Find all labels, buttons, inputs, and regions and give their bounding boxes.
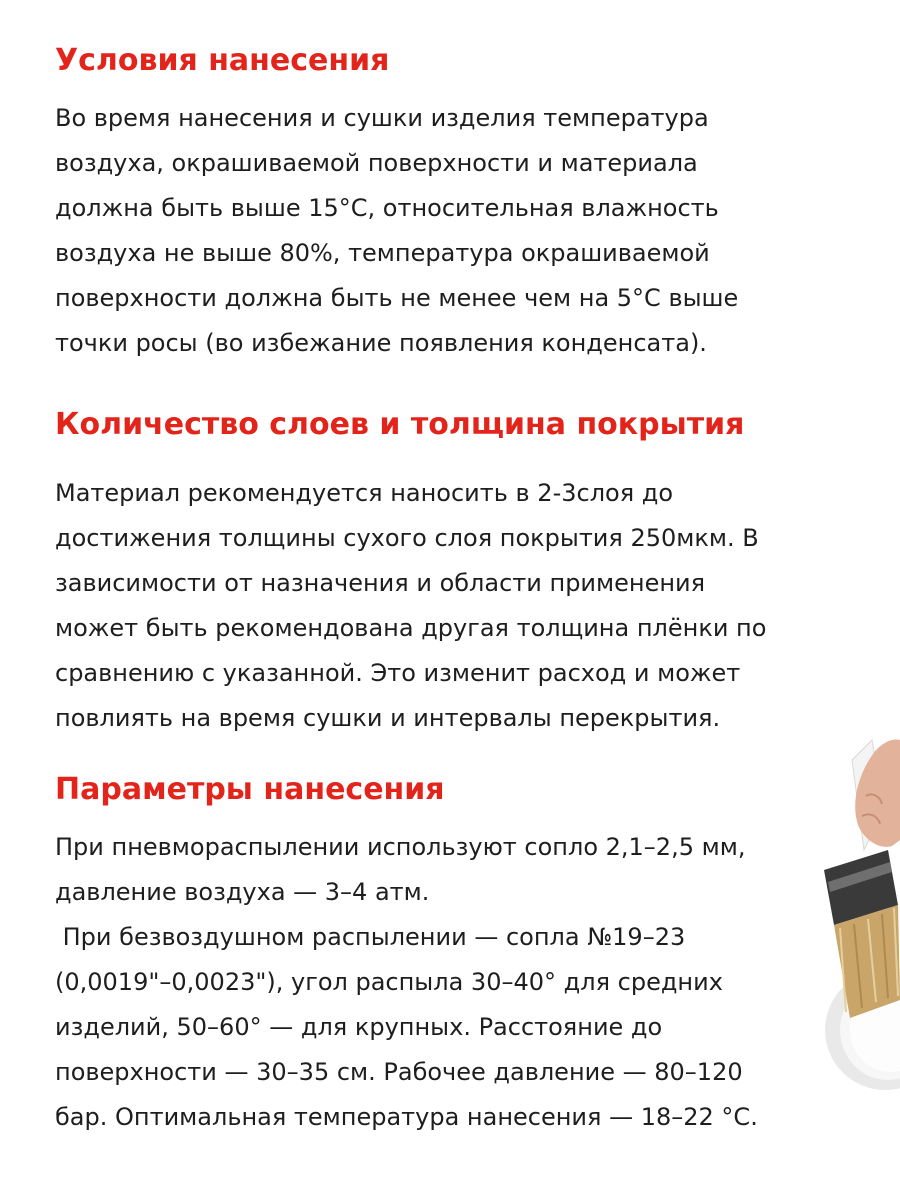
text-line: воздуха не выше 80%, температура окрашиваемой [55, 239, 710, 267]
text-line: точки росы (во избежание появления конденсата). [55, 329, 707, 357]
text-line: должна быть выше 15°С, относительная влажность [55, 194, 719, 222]
text-line: повлиять на время сушки и интервалы перекрытия. [55, 704, 721, 732]
section-text-application-parameters [55, 825, 758, 1140]
text-line: поверхности — 30–35 см. Рабочее давление — 80–120 [55, 1058, 743, 1086]
text-line: изделий, 50–60° — для крупных. Расстояние до [55, 1013, 663, 1041]
text-line: Во время нанесения и сушки изделия температура [55, 104, 709, 132]
text-line: Материал рекомендуется наносить в 2-3слоя до [55, 479, 674, 507]
section-text-layers-thickness [55, 471, 766, 741]
text-line: При пневмораспылении используют сопло 2,1–2,5 мм, [55, 833, 746, 861]
section-text-application-conditions [55, 96, 738, 366]
hand-holding-paint-brush-illustration [780, 700, 900, 1100]
text-line: сравнению с указанной. Это изменит расход и может [55, 659, 741, 687]
text-line: При безвоздушном распылении — сопла №19–23 [55, 923, 686, 951]
text-line: зависимости от назначения и области применения [55, 569, 706, 597]
text-line: бар. Оптимальная температура нанесения — 18–22 °С. [55, 1103, 758, 1131]
section-title-application-conditions: Условия нанесения [55, 43, 390, 78]
text-line: может быть рекомендована другая толщина плёнки по [55, 614, 767, 642]
text-line: воздуха, окрашиваемой поверхности и материала [55, 149, 698, 177]
text-line: поверхности должна быть не менее чем на 5°С выше [55, 284, 739, 312]
text-line: достижения толщины сухого слоя покрытия 250мкм. В [55, 524, 759, 552]
text-line: давление воздуха — 3–4 атм. [55, 878, 430, 906]
section-title-layers-thickness: Количество слоев и толщина покрытия [55, 407, 745, 442]
section-title-application-parameters: Параметры нанесения [55, 772, 445, 807]
text-line: (0,0019"–0,0023"), угол распыла 30–40° для средних [55, 968, 723, 996]
